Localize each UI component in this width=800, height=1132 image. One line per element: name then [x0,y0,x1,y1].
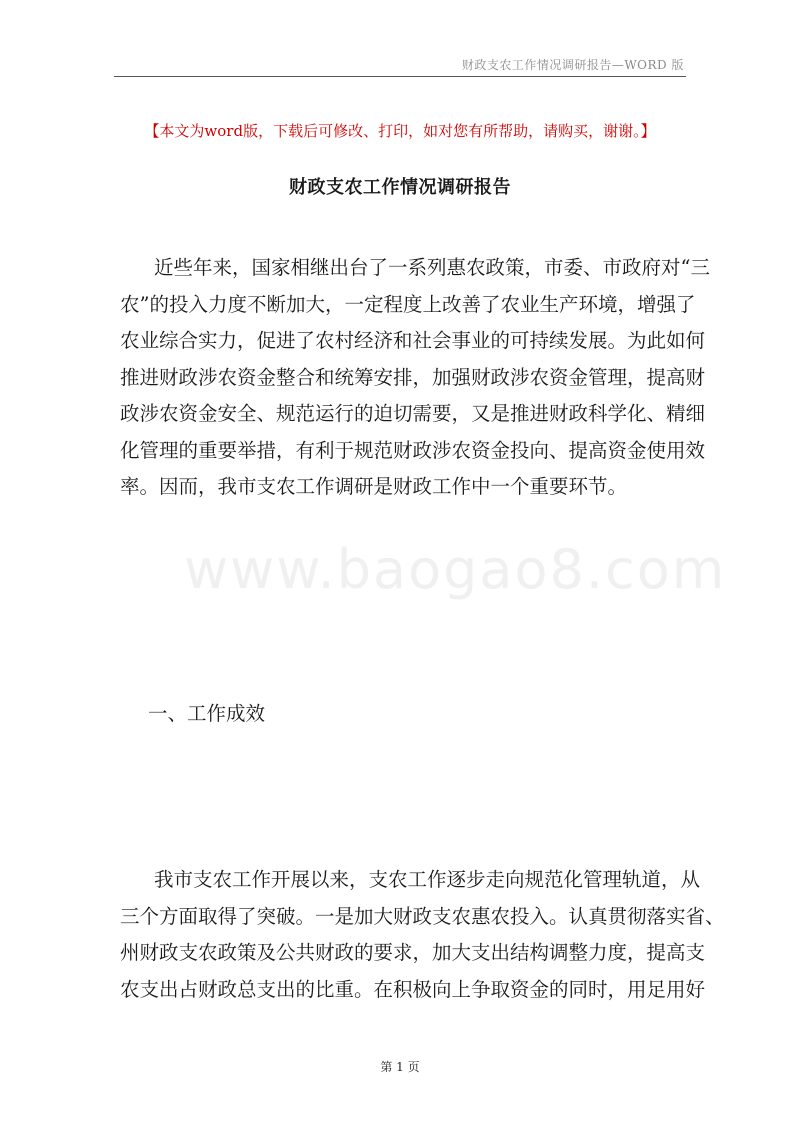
paragraph-line: 农业综合实力，促进了农村经济和社会事业的可持续发展。为此如何 [120,329,706,352]
paragraph-line: 推进财政涉农资金整合和统筹安排，加强财政涉农资金管理，提高财 [120,365,706,389]
page-number: 第 1 页 [380,1060,420,1074]
paragraph-line: 我市支农工作开展以来，支农工作逐步走向规范化管理轨道，从 [154,868,701,891]
document-title: 财政支农工作情况调研报告 [289,177,511,198]
intro-paragraph [120,250,710,506]
paragraph-line: 率。因而，我市支农工作调研是财政工作中一个重要环节。 [120,475,628,498]
paragraph-line: 农支出占财政总支出的比重。在积极向上争取资金的同时，用足用好 [120,977,706,1001]
section-heading: 一、工作成效 [148,702,266,725]
results-paragraph [120,862,725,1008]
paragraph-line: 化管理的重要举措，有利于规范财政涉农资金投向、提高资金使用效 [120,438,706,462]
paragraph-line: 农”的投入力度不断加大，一定程度上改善了农业生产环境，增强了 [120,292,696,316]
paragraph-line: 政涉农资金安全、规范运行的迫切需要，又是推进财政科学化、精细 [120,402,706,425]
paragraph-line: 近些年来，国家相继出台了一系列惠农政策，市委、市政府对“三 [154,256,710,279]
paragraph-line: 州财政支农政策及公共财政的要求，加大支出结构调整力度，提高支 [120,941,706,964]
purchase-notice: 【本文为word版，下载后可修改、打印，如对您有所帮助，请购买，谢谢。】 [144,122,656,140]
header-rule [114,76,686,77]
paragraph-line: 三个方面取得了突破。一是加大财政支农惠农投入。认真贯彻落实省、 [120,904,725,928]
running-header: 财政支农工作情况调研报告—WORD 版 [461,58,684,72]
watermark: www.baogao8.com [184,538,727,601]
